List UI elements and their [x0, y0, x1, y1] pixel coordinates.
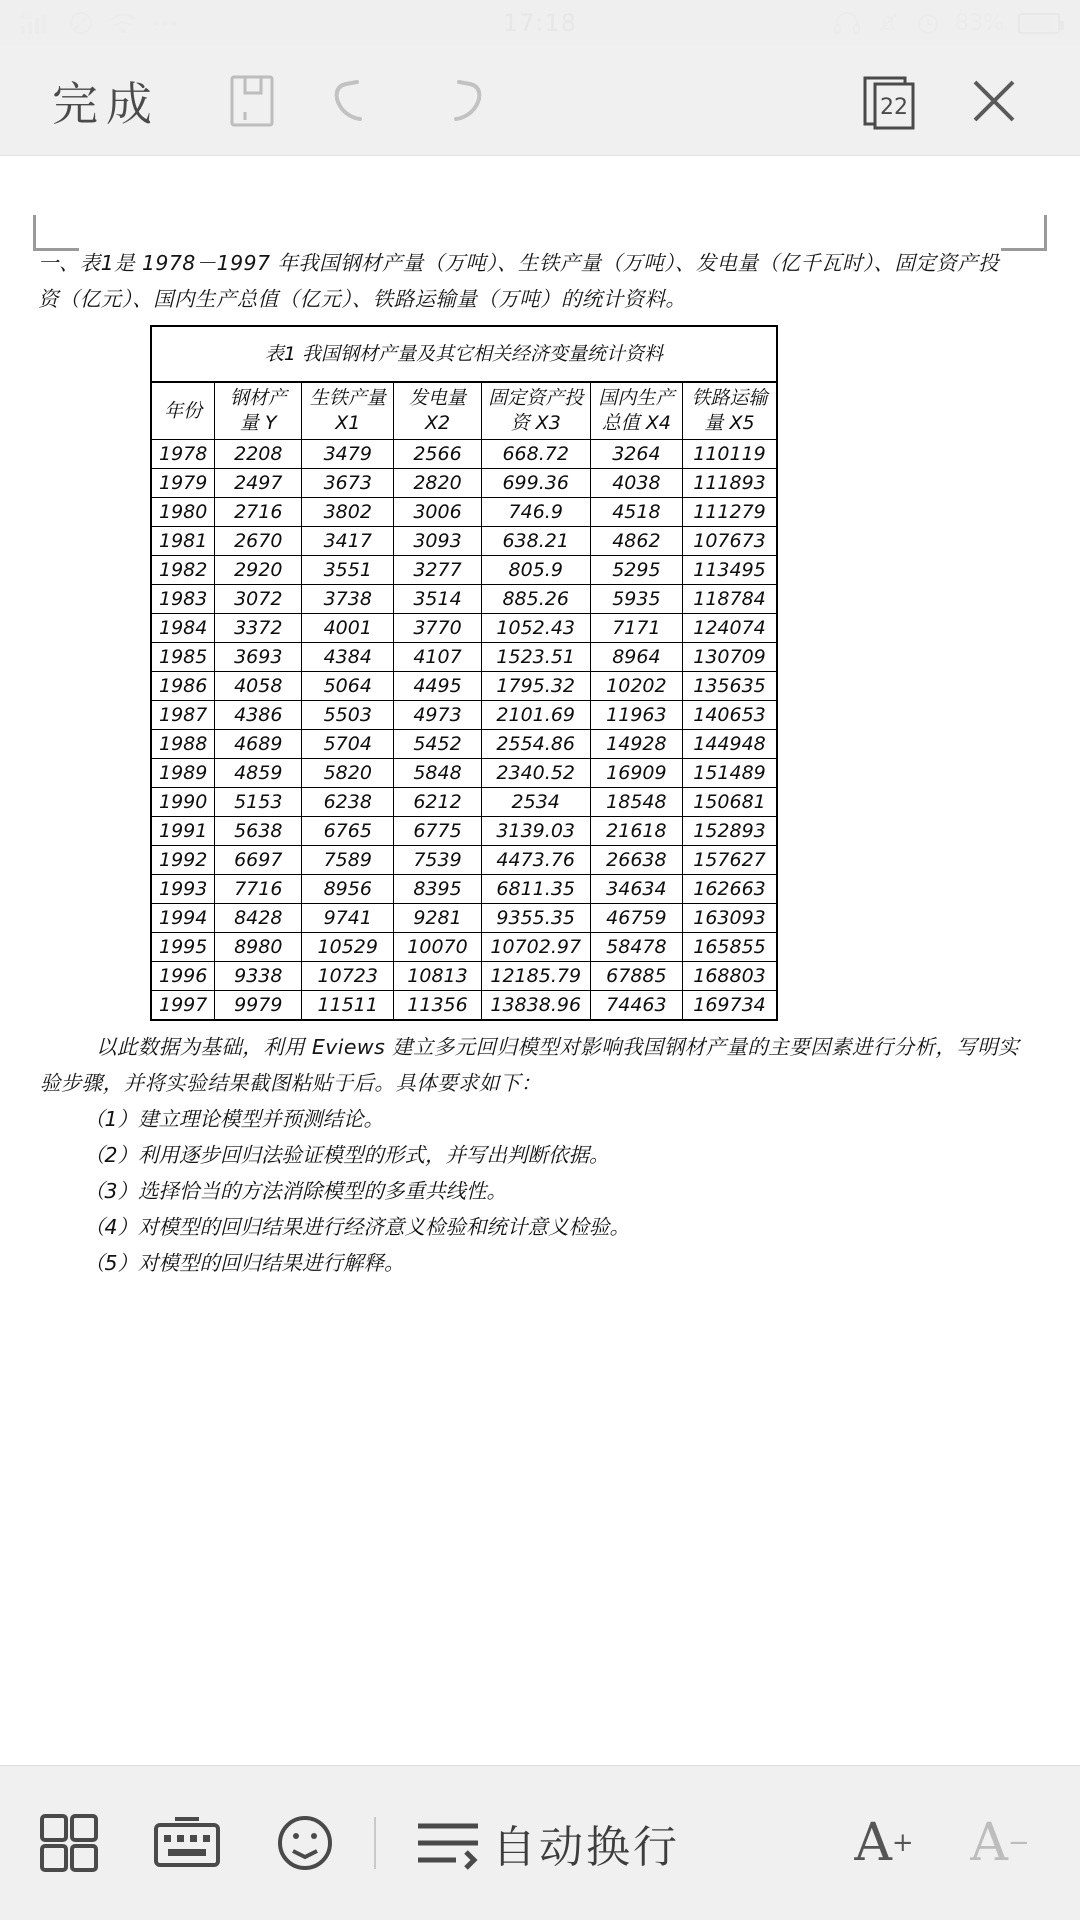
table-row	[151, 643, 777, 672]
table-cell: 34634	[590, 875, 682, 904]
table-row	[151, 962, 777, 991]
table-cell: 1995	[151, 933, 215, 962]
table-cell: 1986	[151, 672, 215, 701]
table-cell: 163093	[683, 904, 778, 933]
table-cell: 110119	[683, 440, 778, 469]
table-cell: 5820	[302, 759, 394, 788]
table-cell: 1994	[151, 904, 215, 933]
header-rail-line2: 量 X5	[704, 412, 755, 434]
table-cell: 1979	[151, 469, 215, 498]
table-cell: 1993	[151, 875, 215, 904]
bottom-toolbar	[0, 1765, 1080, 1920]
table-cell: 1997	[151, 991, 215, 1021]
table-cell: 157627	[683, 846, 778, 875]
table-row	[151, 614, 777, 643]
table-cell: 3738	[302, 585, 394, 614]
table-cell: 1523.51	[481, 643, 590, 672]
requirement-item: （3）选择恰当的方法消除模型的多重共线性。	[84, 1179, 508, 1203]
table-caption: 表1 我国钢材产量及其它相关经济变量统计资料	[151, 326, 777, 382]
table-cell: 14928	[590, 730, 682, 759]
table-row	[151, 527, 777, 556]
table-cell: 1985	[151, 643, 215, 672]
table-cell: 140653	[683, 701, 778, 730]
table-cell: 5638	[215, 817, 302, 846]
table-cell: 74463	[590, 991, 682, 1021]
table-cell: 10813	[394, 962, 481, 991]
header-investment-line2: 资 X3	[510, 412, 561, 434]
table-cell: 4689	[215, 730, 302, 759]
header-power-line2: X2	[424, 412, 451, 434]
table-body	[151, 440, 777, 1021]
header-pigiron-line2: X1	[335, 412, 361, 434]
header-investment-line1: 固定资产投	[488, 387, 584, 409]
top-toolbar	[0, 46, 1080, 156]
table-cell: 7589	[302, 846, 394, 875]
table-cell: 9979	[215, 991, 302, 1021]
table-cell: 46759	[590, 904, 682, 933]
table-cell: 3006	[394, 498, 481, 527]
table-cell: 124074	[683, 614, 778, 643]
table-cell: 111279	[683, 498, 778, 527]
table-row	[151, 788, 777, 817]
table-cell: 118784	[683, 585, 778, 614]
table-cell: 5153	[215, 788, 302, 817]
table-cell: 3673	[302, 469, 394, 498]
requirement-item: （2）利用逐步回归法验证模型的形式，并写出判断依据。	[84, 1143, 610, 1167]
header-cell-gdp	[590, 382, 682, 440]
table-cell: 3072	[215, 585, 302, 614]
table-cell: 151489	[683, 759, 778, 788]
table-row	[151, 556, 777, 585]
page-count-label: 22	[880, 94, 908, 120]
intro-paragraph	[22, 245, 1044, 317]
header-power-line1: 发电量	[409, 387, 467, 409]
header-cell-steel	[215, 382, 302, 440]
table-cell: 152893	[683, 817, 778, 846]
wrap-lines-button[interactable]	[410, 1793, 486, 1893]
table-row	[151, 440, 777, 469]
table-row	[151, 875, 777, 904]
intro-line-1: 一、表1是 1978－1997 年我国钢材产量（万吨）、生铁产量（万吨）、发电量（亿千瓦时）、固定资产投	[38, 251, 999, 275]
table-cell: 1996	[151, 962, 215, 991]
table-row	[151, 904, 777, 933]
requirement-item: （1）建立理论模型并预测结论。	[84, 1107, 385, 1131]
page-count-button[interactable]	[838, 49, 942, 153]
requirement-item: （5）对模型的回归结果进行解释。	[84, 1251, 405, 1275]
table-cell: 1990	[151, 788, 215, 817]
toolbar-right-actions	[838, 49, 1046, 153]
table-cell: 13838.96	[481, 991, 590, 1021]
table-cell: 2534	[481, 788, 590, 817]
table-row	[151, 817, 777, 846]
font-increase-letter: A	[854, 1813, 892, 1873]
table-cell: 5295	[590, 556, 682, 585]
table-cell: 4973	[394, 701, 481, 730]
table-cell: 8428	[215, 904, 302, 933]
table-cell: 3264	[590, 440, 682, 469]
table-cell: 10723	[302, 962, 394, 991]
table-cell: 4473.76	[481, 846, 590, 875]
header-steel-line2: 量 Y	[239, 412, 277, 434]
table-cell: 11511	[302, 991, 394, 1021]
table-cell: 1980	[151, 498, 215, 527]
font-decrease-button[interactable]	[942, 1793, 1058, 1893]
battery-percent-label: 83%	[955, 10, 1004, 36]
table-cell: 5935	[590, 585, 682, 614]
table-cell: 4038	[590, 469, 682, 498]
table-cell: 6238	[302, 788, 394, 817]
font-decrease-letter: A	[970, 1813, 1008, 1873]
table-cell: 2554.86	[481, 730, 590, 759]
table-cell: 135635	[683, 672, 778, 701]
toolbar-edit-actions	[200, 49, 512, 153]
table-row	[151, 701, 777, 730]
done-button[interactable]: 完成	[52, 76, 160, 131]
header-cell-investment	[481, 382, 590, 440]
table-cell: 3693	[215, 643, 302, 672]
document-page[interactable]	[0, 157, 1080, 1765]
table-cell: 9338	[215, 962, 302, 991]
undo-button[interactable]	[304, 49, 408, 153]
table-cell: 8980	[215, 933, 302, 962]
table-cell: 12185.79	[481, 962, 590, 991]
close-button[interactable]	[942, 49, 1046, 153]
table-cell: 162663	[683, 875, 778, 904]
table-header-row	[151, 382, 777, 440]
table-cell: 111893	[683, 469, 778, 498]
table-cell: 5452	[394, 730, 481, 759]
table-cell: 1992	[151, 846, 215, 875]
table-cell: 1991	[151, 817, 215, 846]
table-cell: 1795.32	[481, 672, 590, 701]
table-cell: 58478	[590, 933, 682, 962]
table-cell: 1981	[151, 527, 215, 556]
table-row	[151, 933, 777, 962]
header-gdp-line2: 总值 X4	[601, 412, 671, 434]
font-increase-button[interactable]	[826, 1793, 942, 1893]
table-cell: 113495	[683, 556, 778, 585]
table-cell: 4384	[302, 643, 394, 672]
font-decrease-sign: −	[1007, 1828, 1030, 1858]
table-cell: 4058	[215, 672, 302, 701]
table-cell: 6811.35	[481, 875, 590, 904]
header-pigiron-line1: 生铁产量	[309, 387, 386, 409]
header-gdp-line1: 国内生产	[598, 387, 675, 409]
table-cell: 21618	[590, 817, 682, 846]
table-cell: 1989	[151, 759, 215, 788]
table-cell: 2340.52	[481, 759, 590, 788]
table-cell: 11356	[394, 991, 481, 1021]
table-cell: 144948	[683, 730, 778, 759]
instructions-line-1	[40, 1029, 1044, 1065]
table-cell: 805.9	[481, 556, 590, 585]
table-cell: 5848	[394, 759, 481, 788]
table-cell: 3479	[302, 440, 394, 469]
table-cell: 746.9	[481, 498, 590, 527]
table-cell: 3514	[394, 585, 481, 614]
table-cell: 10529	[302, 933, 394, 962]
table-cell: 4862	[590, 527, 682, 556]
grid-view-button[interactable]	[10, 1793, 128, 1893]
table-cell: 2497	[215, 469, 302, 498]
table-cell: 2101.69	[481, 701, 590, 730]
table-cell: 5064	[302, 672, 394, 701]
table-row	[151, 498, 777, 527]
header-cell-rail	[683, 382, 778, 440]
requirement-item: （4）对模型的回归结果进行经济意义检验和统计意义检验。	[84, 1215, 631, 1239]
table-cell: 1987	[151, 701, 215, 730]
table-cell: 6697	[215, 846, 302, 875]
table-cell: 668.72	[481, 440, 590, 469]
table-caption-row	[151, 326, 777, 382]
intro-line-2: 资（亿元）、国内生产总值（亿元）、铁路运输量（万吨）的统计资料。	[38, 287, 687, 311]
redo-button[interactable]	[408, 49, 512, 153]
header-cell-pigiron	[302, 382, 394, 440]
table-cell: 9355.35	[481, 904, 590, 933]
battery-icon	[1018, 13, 1060, 34]
table-cell: 10702.97	[481, 933, 590, 962]
table-cell: 4386	[215, 701, 302, 730]
table-row	[151, 759, 777, 788]
header-year-label: 年份	[164, 399, 203, 422]
header-cell-year	[151, 382, 215, 440]
table-cell: 2670	[215, 527, 302, 556]
table-cell: 1982	[151, 556, 215, 585]
table-row	[151, 846, 777, 875]
header-cell-power	[394, 382, 481, 440]
table-cell: 165855	[683, 933, 778, 962]
table-cell: 3417	[302, 527, 394, 556]
requirements-list	[22, 1101, 1044, 1281]
table-cell: 1988	[151, 730, 215, 759]
status-bar	[0, 0, 1080, 46]
table-cell: 5503	[302, 701, 394, 730]
instructions-line-2: 验步骤，并将实验结果截图粘贴于后。具体要求如下：	[40, 1071, 542, 1095]
table-cell: 9281	[394, 904, 481, 933]
table-cell: 2716	[215, 498, 302, 527]
table-cell: 699.36	[481, 469, 590, 498]
table-cell: 2920	[215, 556, 302, 585]
table-cell: 8964	[590, 643, 682, 672]
table-cell: 4495	[394, 672, 481, 701]
table-cell: 1978	[151, 440, 215, 469]
table-cell: 107673	[683, 527, 778, 556]
table-row	[151, 585, 777, 614]
table-cell: 1984	[151, 614, 215, 643]
table-cell: 67885	[590, 962, 682, 991]
table-cell: 3139.03	[481, 817, 590, 846]
table-cell: 7171	[590, 614, 682, 643]
table-cell: 2820	[394, 469, 481, 498]
table-cell: 2566	[394, 440, 481, 469]
svg-text:4G: 4G	[20, 12, 33, 22]
table-cell: 3277	[394, 556, 481, 585]
statistics-table	[150, 325, 778, 1021]
table-cell: 3802	[302, 498, 394, 527]
header-rail-line1: 铁路运输	[691, 387, 768, 409]
keyboard-button[interactable]	[128, 1793, 246, 1893]
instructions-text-1: 以此数据为基础，利用 Eviews 建立多元回归模型对影响我国钢材产量的主要因素进行分析，写明实	[96, 1035, 1020, 1059]
table-cell: 1983	[151, 585, 215, 614]
table-cell: 4518	[590, 498, 682, 527]
table-cell: 11963	[590, 701, 682, 730]
table-cell: 6212	[394, 788, 481, 817]
table-cell: 26638	[590, 846, 682, 875]
table-cell: 130709	[683, 643, 778, 672]
instructions-paragraph	[22, 1029, 1044, 1101]
table-cell: 8395	[394, 875, 481, 904]
table-cell: 6775	[394, 817, 481, 846]
header-steel-line1: 钢材产	[229, 387, 287, 409]
wrap-lines-label[interactable]: 自动换行	[492, 1822, 680, 1873]
table-cell: 7539	[394, 846, 481, 875]
table-cell: 150681	[683, 788, 778, 817]
table-cell: 3770	[394, 614, 481, 643]
table-row	[151, 469, 777, 498]
table-cell: 4107	[394, 643, 481, 672]
table-cell: 168803	[683, 962, 778, 991]
table-cell: 1052.43	[481, 614, 590, 643]
table-cell: 18548	[590, 788, 682, 817]
table-cell: 16909	[590, 759, 682, 788]
table-cell: 6765	[302, 817, 394, 846]
toolbar-divider	[374, 1817, 376, 1869]
font-increase-sign: +	[891, 1828, 914, 1858]
save-button[interactable]	[200, 49, 304, 153]
table-cell: 5704	[302, 730, 394, 759]
table-cell: 3372	[215, 614, 302, 643]
table-row	[151, 730, 777, 759]
table-cell: 4001	[302, 614, 394, 643]
table-cell: 638.21	[481, 527, 590, 556]
table-cell: 9741	[302, 904, 394, 933]
table-row	[151, 991, 777, 1021]
table-row	[151, 672, 777, 701]
table-cell: 3551	[302, 556, 394, 585]
emoji-button[interactable]	[246, 1793, 364, 1893]
table-cell: 3093	[394, 527, 481, 556]
table-cell: 885.26	[481, 585, 590, 614]
table-cell: 8956	[302, 875, 394, 904]
table-cell: 10070	[394, 933, 481, 962]
table-cell: 169734	[683, 991, 778, 1021]
table-cell: 2208	[215, 440, 302, 469]
table-cell: 10202	[590, 672, 682, 701]
statistics-table-wrapper	[150, 325, 778, 1021]
document-body	[0, 157, 1080, 1281]
table-cell: 7716	[215, 875, 302, 904]
table-cell: 4859	[215, 759, 302, 788]
status-bar-clock: 17:18	[502, 9, 578, 37]
table-head	[151, 326, 777, 440]
